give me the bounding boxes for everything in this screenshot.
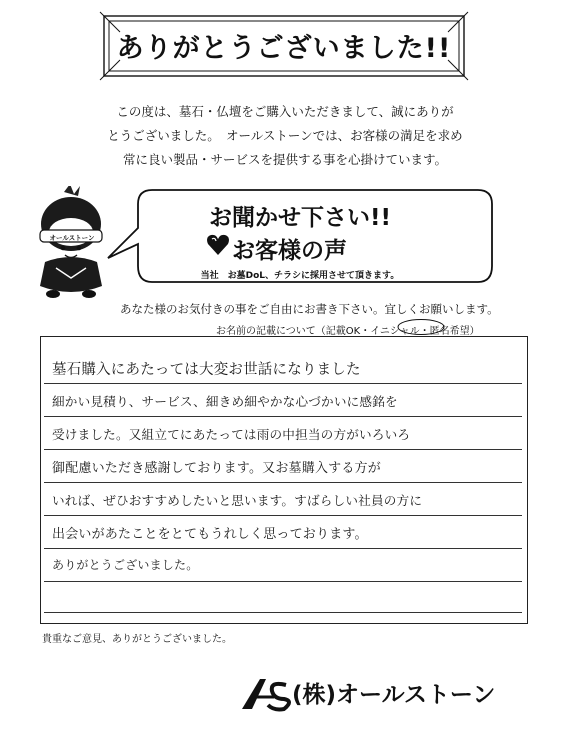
intro-line-1: この度は、墓石・仏壇をご購入いただきまして、誠にありが — [116, 104, 454, 119]
page-title: ありがとうございました!! — [116, 33, 452, 64]
ruled-line — [44, 449, 522, 450]
instruction-text: あなた様のお気付きの事をご自由にお書き下さい。宜しくお願いします。 — [120, 302, 499, 316]
ruled-line — [44, 581, 522, 582]
bubble-heading-request: お聞かせ下さい!! — [209, 205, 391, 231]
thanks-note: 貴重なご意見、ありがとうございました。 — [42, 634, 232, 645]
comment-line-6: 出会いがあたことをとてもうれしく思っております。 — [52, 527, 368, 542]
comment-line-7: ありがとうございました。 — [52, 558, 199, 572]
heart-icon — [206, 234, 230, 256]
comment-line-5: いれば、ぜひおすすめしたいと思います。すばらしい社員の方に — [52, 493, 423, 508]
bubble-heading-customer-voice: お客様の声 — [232, 238, 347, 264]
ruled-line — [44, 548, 522, 549]
ruled-line — [44, 612, 522, 613]
comment-line-4: 御配慮いただき感謝しております。又お墓購入する方が — [52, 461, 381, 476]
ruled-line — [44, 383, 522, 384]
ruled-line — [44, 482, 522, 483]
comment-line-3: 受けました。又組立てにあたっては雨の中担当の方がいろいろ — [52, 427, 411, 442]
comment-line-2: 細かい見積り、サービス、細きめ細やかな心づかいに感銘を — [52, 394, 398, 409]
initial-circle-mark — [396, 318, 446, 336]
comment-line-1: 墓石購入にあたっては大変お世話になりました — [52, 362, 361, 378]
bubble-note: 当社 お墓DoL、チラシに採用させて頂きます。 — [200, 271, 400, 281]
mascot-illustration — [26, 186, 116, 302]
intro-line-2: とうございました。 オールストーンでは、お客様の満足を求め — [107, 128, 463, 143]
name-policy-text: お名前の記載について（記載OK・イニシャル・匿名希望） — [216, 326, 480, 337]
ruled-line — [44, 416, 522, 417]
ruled-line — [44, 515, 522, 516]
company-name: (株)オールストーン — [292, 682, 496, 708]
mascot-badge-text: オールストーン — [49, 234, 95, 242]
company-logo-letters — [246, 682, 247, 683]
intro-line-3: 常に良い製品・サービスを提供する事を心掛けています。 — [122, 152, 447, 167]
